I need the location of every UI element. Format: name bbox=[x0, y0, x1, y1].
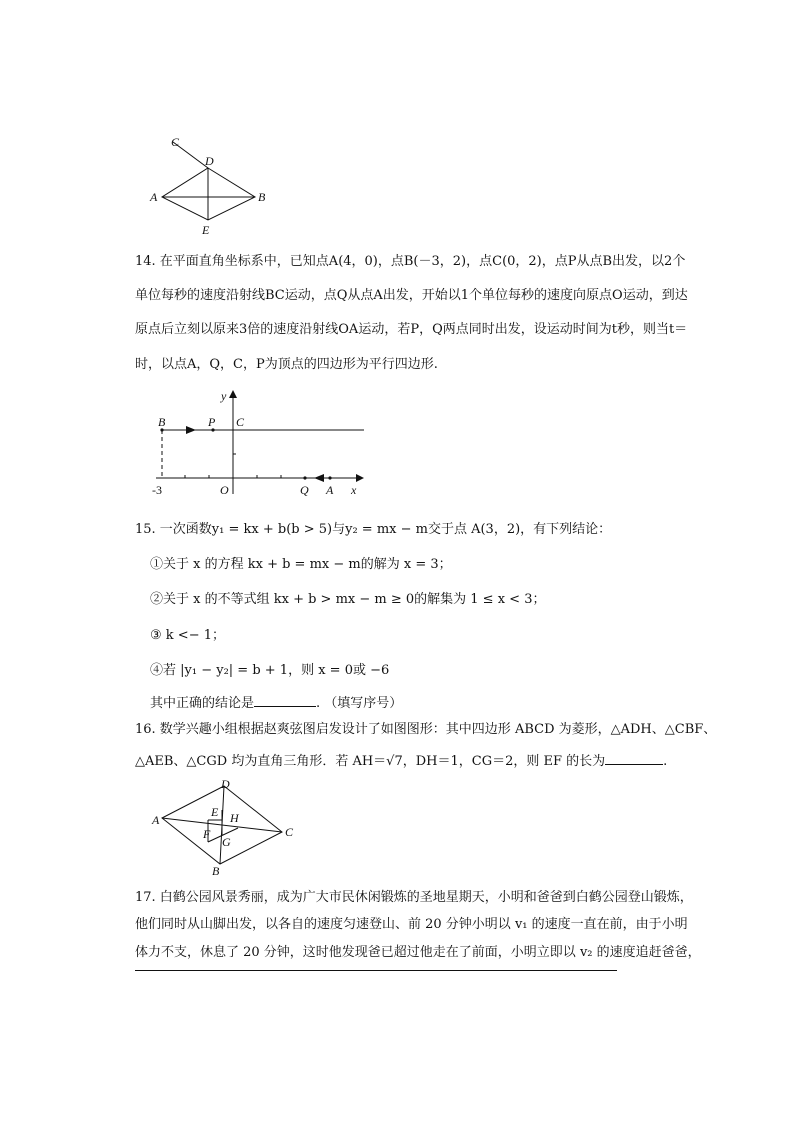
q15-answer-prefix: 其中正确的结论是 bbox=[150, 696, 255, 711]
label-B: B bbox=[212, 864, 220, 878]
q15-item-3: ③ k <− 1； bbox=[150, 628, 225, 643]
label-D: D bbox=[205, 154, 214, 168]
q15-answer-blank[interactable] bbox=[254, 706, 316, 707]
label-A: A bbox=[150, 190, 158, 204]
label-C: C bbox=[236, 415, 245, 429]
label-G: G bbox=[222, 835, 231, 849]
figure-rhombus-q16 bbox=[148, 776, 298, 880]
label-A: A bbox=[152, 813, 160, 827]
q15-item-1: ①关于 x 的方程 kx + b = mx − m的解为 x = 3； bbox=[150, 557, 452, 572]
figure-coordinate-q14 bbox=[148, 388, 378, 500]
label-neg3: -3 bbox=[152, 483, 162, 497]
label-A: A bbox=[326, 483, 334, 497]
label-P: P bbox=[208, 415, 216, 429]
label-y: y bbox=[221, 389, 227, 403]
q17-line-2: 他们同时从山脚出发，以各自的速度匀速登山、前 20 分钟小明以 v₁ 的速度一直在前，由于小明 bbox=[135, 917, 688, 932]
label-F: F bbox=[203, 827, 211, 841]
footer-rule bbox=[135, 970, 617, 971]
label-x: x bbox=[351, 483, 357, 497]
q16-line-1: 16. 数学兴趣小组根据赵爽弦图启发设计了如图图形：其中四边形 ABCD 为菱形，△ADH、△CBF、 bbox=[135, 722, 717, 737]
q14-line-3: 原点后立刻以原来3倍的速度沿射线OA运动，若P，Q两点同时出发，设运动时间为t秒，则当t＝ bbox=[135, 322, 688, 337]
q15-stem: 15. 一次函数y₁ = kx + b(b > 5)与y₂ = mx − m交于点 A(3，2)，有下列结论： bbox=[135, 522, 612, 537]
label-Q: Q bbox=[300, 483, 309, 497]
label-B: B bbox=[258, 190, 266, 204]
label-C: C bbox=[171, 135, 180, 149]
label-H: H bbox=[230, 811, 239, 825]
q16-line-2-suffix: . bbox=[663, 754, 668, 769]
q16-line-2 bbox=[135, 750, 667, 769]
figure-rhombus-q13 bbox=[140, 130, 280, 240]
label-B: B bbox=[158, 415, 166, 429]
q14-line-2: 单位每秒的速度沿射线BC运动，点Q从点A出发，开始以1个单位每秒的速度向原点O运动，到达 bbox=[135, 288, 688, 303]
q15-answer-suffix: . （填写序号） bbox=[316, 696, 403, 711]
label-O: O bbox=[220, 483, 229, 497]
q16-answer-blank[interactable] bbox=[605, 764, 663, 765]
label-E: E bbox=[202, 223, 210, 237]
q14-line-4: 时，以点A，Q，C，P为顶点的四边形为平行四边形. bbox=[135, 357, 438, 372]
q15-answer-line bbox=[150, 692, 402, 711]
q16-line-2-prefix: △AEB、△CGD 均为直角三角形．若 AH＝√7，DH＝1，CG＝2，则 EF 的长为 bbox=[135, 754, 606, 769]
q14-line-1: 14. 在平面直角坐标系中，已知点A(4，0)，点B(－3，2)，点C(0，2)，点P从点B出发，以2个 bbox=[135, 254, 686, 269]
q15-item-2: ②关于 x 的不等式组 kx + b > mx − m ≥ 0的解集为 1 ≤ x < 3； bbox=[150, 592, 546, 607]
label-D: D bbox=[221, 777, 230, 791]
q17-line-3: 体力不支，休息了 20 分钟，这时他发现爸已超过他走在了前面，小明立即以 v₂ 的速度追赶爸爸， bbox=[135, 945, 701, 960]
q17-line-1: 17. 白鹤公园风景秀丽，成为广大市民休闲锻炼的圣地星期天，小明和爸爸到白鹤公园登山锻炼， bbox=[135, 890, 693, 905]
label-C: C bbox=[285, 825, 294, 839]
q15-item-4: ④若 |y₁ − y₂| = b + 1，则 x = 0或 −6 bbox=[150, 663, 390, 678]
label-E: E bbox=[211, 805, 219, 819]
